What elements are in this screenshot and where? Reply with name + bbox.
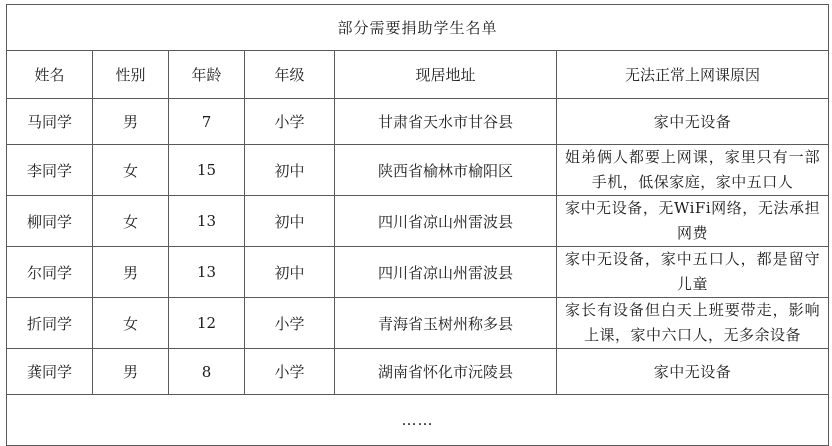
- cell-name: 马同学: [7, 99, 93, 145]
- cell-age: 8: [169, 349, 245, 395]
- table-title-row: [7, 5, 829, 51]
- cell-gender: 男: [93, 349, 169, 395]
- table-row: [7, 196, 829, 247]
- cell-address: 四川省凉山州雷波县: [335, 196, 557, 247]
- cell-name: 尔同学: [7, 247, 93, 298]
- table-row: [7, 298, 829, 349]
- cell-reason: 家长有设备但白天上班要带走，影响上课，家中六口人，无多余设备: [557, 298, 829, 349]
- cell-age: 15: [169, 145, 245, 196]
- cell-address: 甘肃省天水市甘谷县: [335, 99, 557, 145]
- cell-address: 四川省凉山州雷波县: [335, 247, 557, 298]
- cell-grade: 小学: [245, 298, 335, 349]
- cell-age: 13: [169, 196, 245, 247]
- cell-grade: 小学: [245, 99, 335, 145]
- cell-grade: 小学: [245, 349, 335, 395]
- cell-reason: 姐弟俩人都要上网课，家里只有一部手机，低保家庭，家中五口人: [557, 145, 829, 196]
- header-address: 现居地址: [335, 51, 557, 99]
- cell-age: 12: [169, 298, 245, 349]
- table-header-row: [7, 51, 829, 99]
- table-continuation-row: [7, 395, 829, 446]
- cell-reason: 家中无设备，无WiFi网络，无法承担网费: [557, 196, 829, 247]
- table-row: [7, 349, 829, 395]
- cell-reason: 家中无设备: [557, 349, 829, 395]
- cell-name: 折同学: [7, 298, 93, 349]
- table-row: [7, 99, 829, 145]
- table-title: 部分需要捐助学生名单: [7, 5, 829, 51]
- cell-address: 陕西省榆林市榆阳区: [335, 145, 557, 196]
- continuation-ellipsis: ……: [7, 395, 829, 446]
- header-reason: 无法正常上网课原因: [557, 51, 829, 99]
- cell-age: 7: [169, 99, 245, 145]
- header-gender: 性别: [93, 51, 169, 99]
- cell-grade: 初中: [245, 196, 335, 247]
- cell-name: 李同学: [7, 145, 93, 196]
- cell-address: 湖南省怀化市沅陵县: [335, 349, 557, 395]
- cell-name: 柳同学: [7, 196, 93, 247]
- cell-gender: 女: [93, 196, 169, 247]
- table-row: [7, 145, 829, 196]
- cell-address: 青海省玉树州称多县: [335, 298, 557, 349]
- cell-gender: 女: [93, 298, 169, 349]
- cell-gender: 男: [93, 99, 169, 145]
- header-age: 年龄: [169, 51, 245, 99]
- cell-gender: 男: [93, 247, 169, 298]
- cell-age: 13: [169, 247, 245, 298]
- cell-reason: 家中无设备: [557, 99, 829, 145]
- cell-grade: 初中: [245, 247, 335, 298]
- cell-name: 龚同学: [7, 349, 93, 395]
- table-row: [7, 247, 829, 298]
- cell-reason: 家中无设备，家中五口人，都是留守儿童: [557, 247, 829, 298]
- header-name: 姓名: [7, 51, 93, 99]
- header-grade: 年级: [245, 51, 335, 99]
- cell-grade: 初中: [245, 145, 335, 196]
- cell-gender: 女: [93, 145, 169, 196]
- donation-student-table: [6, 4, 829, 446]
